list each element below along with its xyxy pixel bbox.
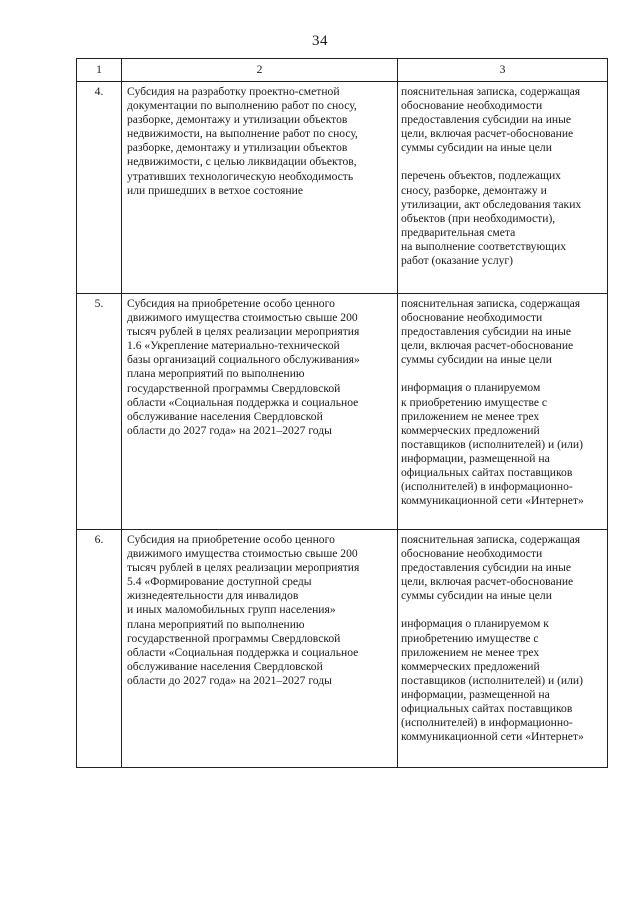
required-documents-cell <box>398 530 608 768</box>
table-row <box>77 530 608 768</box>
document-item: пояснительная записка, содержащая обоснование необходимости предоставления субсидии на иные цели, включая расчет-обоснование суммы субсидии на иные цели <box>401 297 581 367</box>
required-documents-cell <box>398 82 608 294</box>
subsidy-name-text: Субсидия на приобретение особо ценного движимого имущества стоимостью свыше 200 тысяч рублей в целях реализации мероприятия 5.4 «Формирование доступной среды жизнедеятельности для инвалидов и иных маломобильных групп населения» плана мероприятий по выполнению государственной программы Свердловской области «Социальная поддержка и социальное обслуживание населения Свердловской области до 2027 года» на 2021–2027 годы <box>127 533 360 687</box>
subsidy-name-text: Субсидия на приобретение особо ценного движимого имущества стоимостью свыше 200 тысяч рублей в целях реализации мероприятия 1.6 «Укрепление материально-технической базы организаций социального обслуживания» плана мероприятий по выполнению государственной программы Свердловской области «Социальная поддержка и социальное обслуживание населения Свердловской области до 2027 года» на 2021–2027 годы <box>127 297 360 437</box>
header-col-2: 2 <box>122 59 398 82</box>
required-documents-cell <box>398 294 608 530</box>
subsidy-name-cell <box>122 530 398 768</box>
table-header-row <box>77 59 608 82</box>
subsidy-name-text: Субсидия на разработку проектно-сметной документации по выполнению работ по сносу, разборке, демонтажу и утилизации объектов недвижимости, на выполнение работ по сносу, разборке, демонтажу и утилизации объектов недвижимости, с целью ликвидации объектов, утративших технологическую необходимость или пришедших в ветхое состояние <box>127 85 358 197</box>
page-number: 34 <box>312 33 328 49</box>
document-item: пояснительная записка, содержащая обоснование необходимости предоставления субсидии на иные цели, включая расчет-обоснование суммы субсидии на иные цели <box>401 85 581 155</box>
table-row <box>77 294 608 530</box>
document-item: информация о планируемом к приобретению имуществе с приложением не менее трех коммерческих предложений поставщиков (исполнителей) и (или) информации, размещенной на официальных сайтах поставщиков (исполнителей) в информационно- коммуникационной сети «Интернет» <box>401 381 584 508</box>
row-number: 5. <box>77 294 122 530</box>
table-row <box>77 82 608 294</box>
row-number: 4. <box>77 82 122 294</box>
header-col-1: 1 <box>77 59 122 82</box>
subsidy-name-cell <box>122 294 398 530</box>
header-col-3: 3 <box>398 59 608 82</box>
document-item: пояснительная записка, содержащая обоснование необходимости предоставления субсидии на иные цели, включая расчет-обоснование суммы субсидии на иные цели <box>401 533 581 603</box>
row-number: 6. <box>77 530 122 768</box>
document-item: информация о планируемом к приобретению имуществе с приложением не менее трех коммерческих предложений поставщиков (исполнителей) и (или) информации, размещенной на официальных сайтах поставщиков (исполнителей) в информационно- коммуникационной сети «Интернет» <box>401 617 584 744</box>
subsidy-name-cell <box>122 82 398 294</box>
document-item: перечень объектов, подлежащих сносу, разборке, демонтажу и утилизации, акт обследования таких объектов (при необходимости), предварительная смета на выполнение соответствующих работ (оказание услуг) <box>401 169 582 268</box>
subsidy-documents-table <box>76 58 608 768</box>
